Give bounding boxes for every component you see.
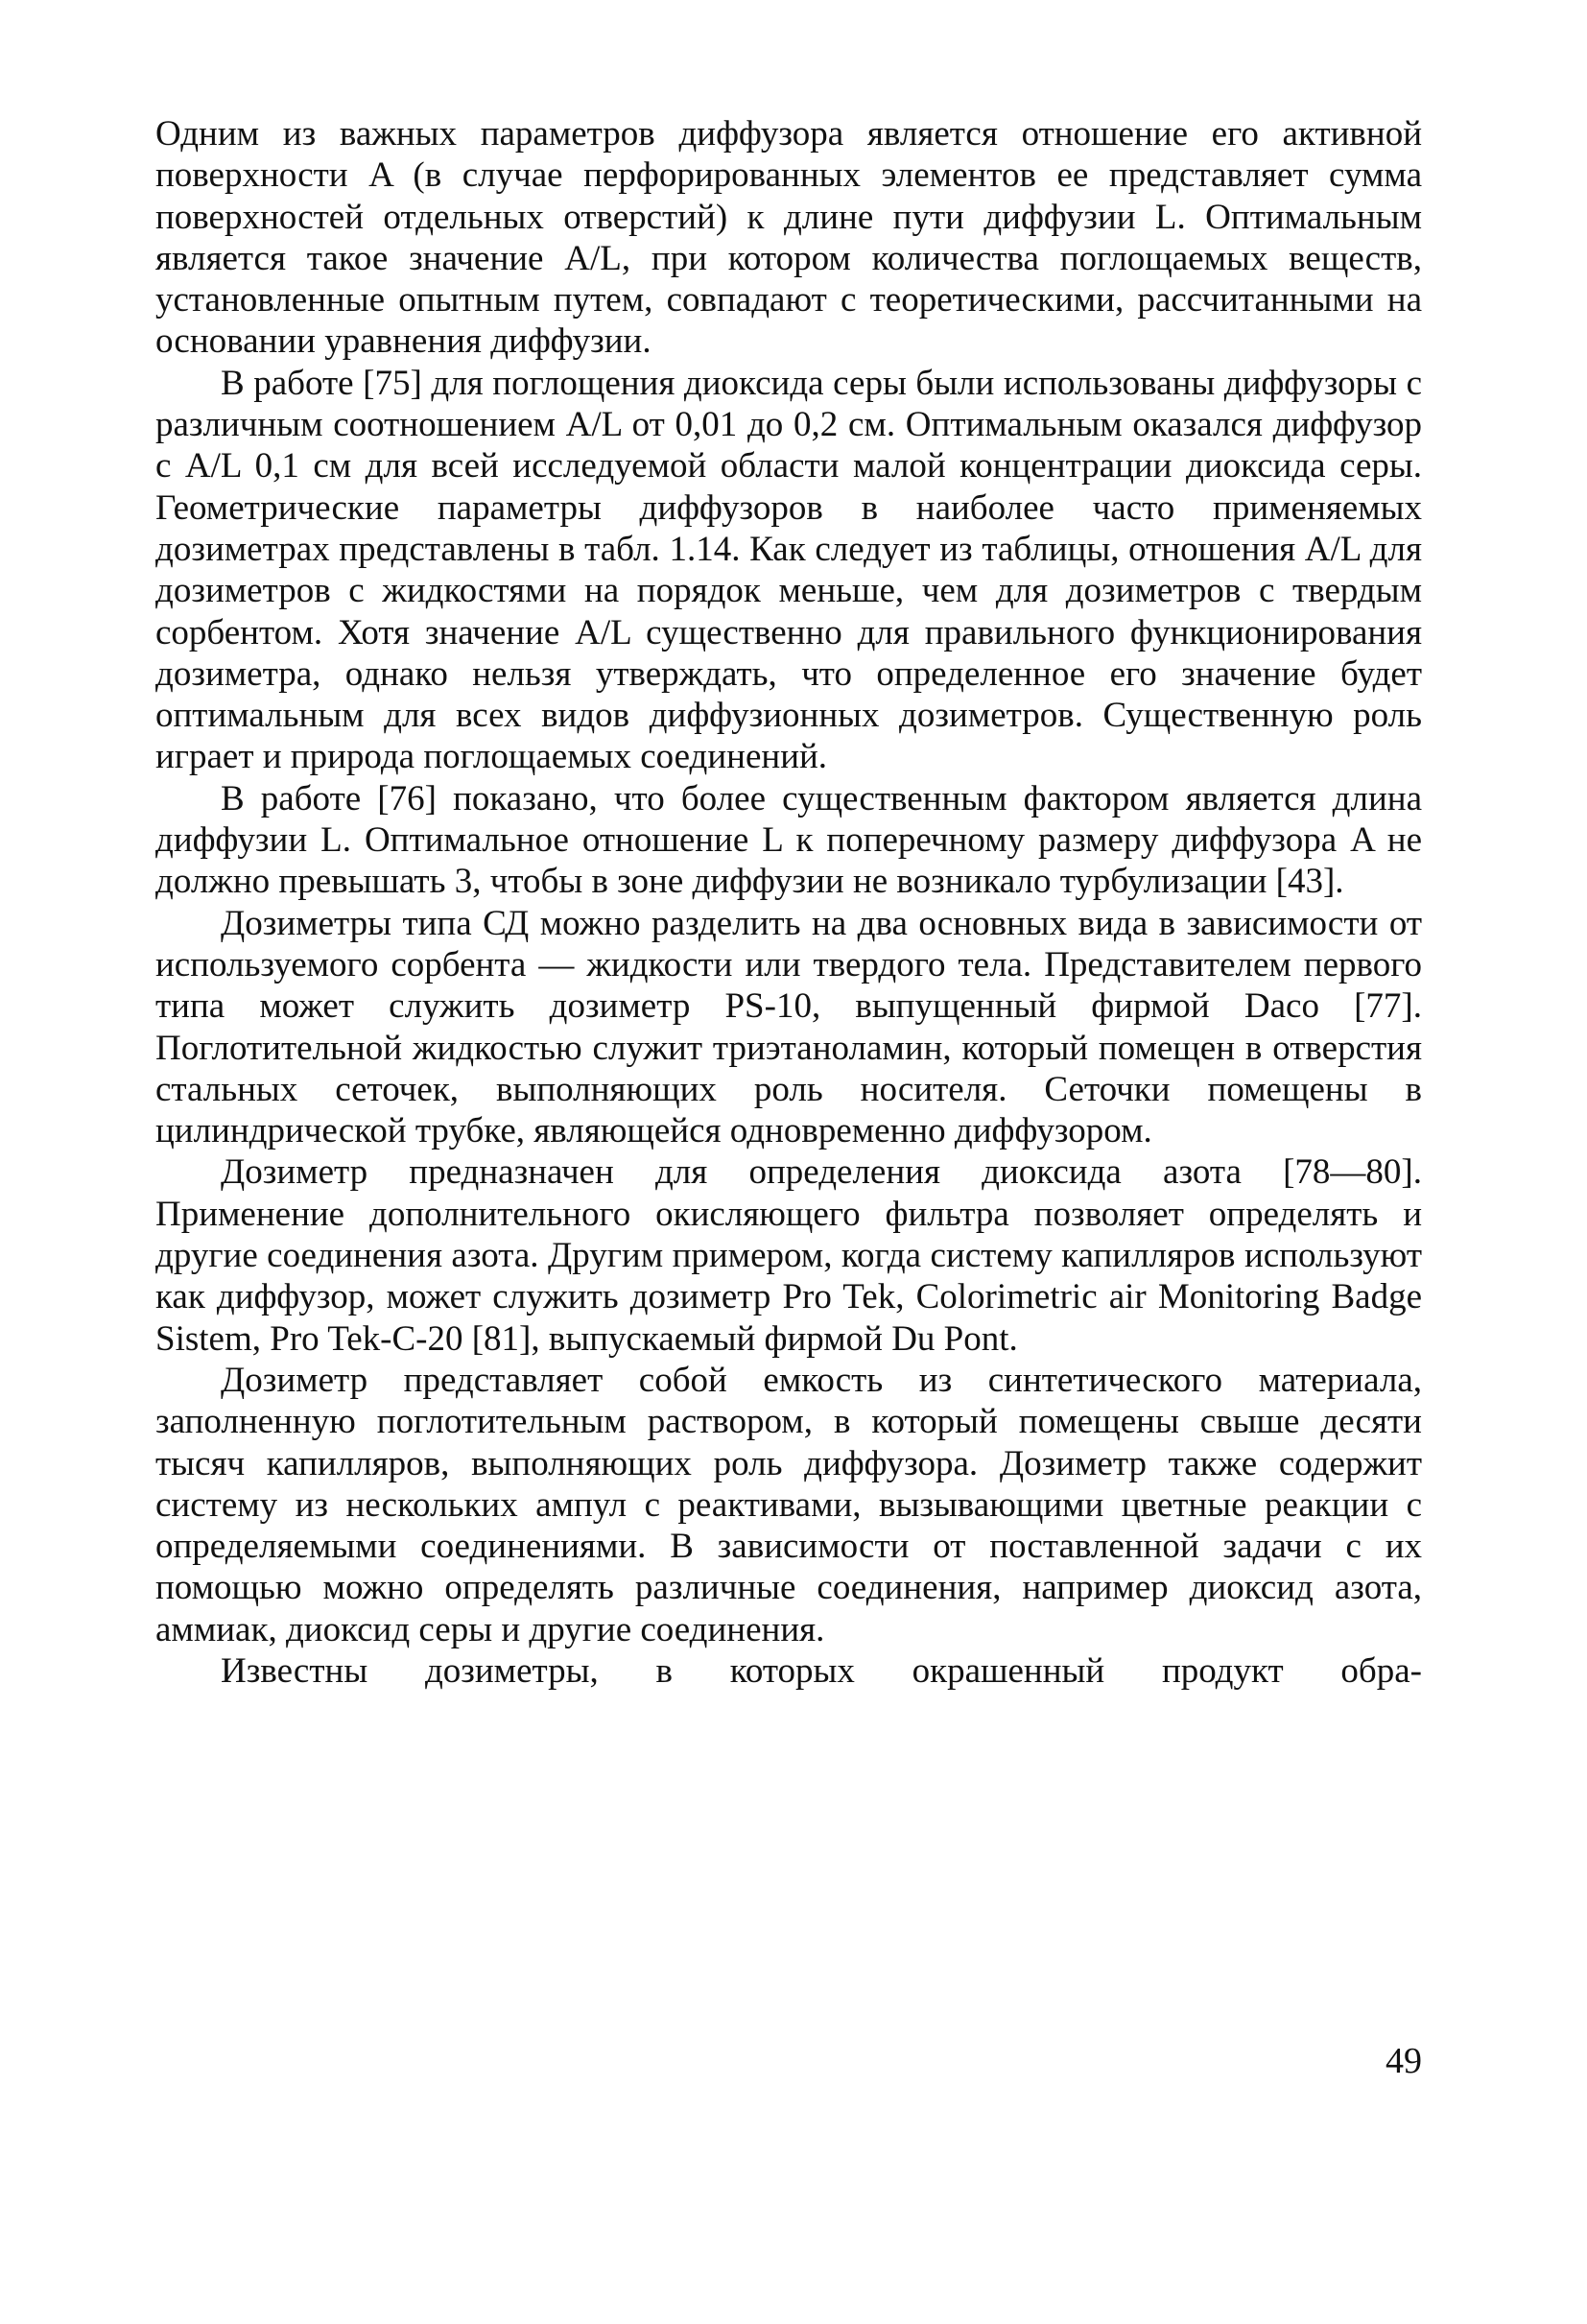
page-body bbox=[155, 113, 1422, 1692]
paragraph-5: Дозиметр предназначен для определения диоксида азота [78—80]. Применение дополнительного окисляющего фильтра позволяет определять и другие соединения азота. Другим примером, когда систему капилляров используют как диффузор, может служить дозиметр Pro Tek, Colorimetric air Monitoring Badge Sistem, Pro Tek-C-20 [81], выпускаемый фирмой Du Pont. bbox=[155, 1152, 1422, 1359]
page-number: 49 bbox=[1386, 2041, 1422, 2081]
paragraph-3: В работе [76] показано, что более существенным фактором является длина диффузии L. Оптимальное отношение L к поперечному размеру диффузора A не должно превышать 3, чтобы в зоне диффузии не возникало турбулизации [43]. bbox=[155, 778, 1422, 902]
paragraph-1: Одним из важных параметров диффузора является отношение его активной поверхности A (в случае перфорированных элементов ее представляет сумма поверхностей отдельных отверстий) к длине пути диффузии L. Оптимальным является такое значение A/L, при котором количества поглощаемых веществ, установленные опытным путем, совпадают с теоретическими, рассчитанными на основании уравнения диффузии. bbox=[155, 114, 1422, 362]
paragraph-7: Известны дозиметры, в которых окрашенный продукт обра- bbox=[221, 1650, 1422, 1691]
paragraph-2: В работе [75] для поглощения диоксида серы были использованы диффузоры с различным соотношением A/L от 0,01 до 0,2 см. Оптимальным оказался диффузор с A/L 0,1 см для всей исследуемой области малой концентрации диоксида серы. Геометрические параметры диффузоров в наиболее часто применяемых дозиметрах представлены в табл. 1.14. Как следует из таблицы, отношения A/L для дозиметров с жидкостями на порядок меньше, чем для дозиметров с твердым сорбентом. Хотя значение A/L существенно для правильного функционирования дозиметра, однако нельзя утверждать, что определенное его значение будет оптимальным для всех видов диффузионных дозиметров. Существенную роль играет и природа поглощаемых соединений. bbox=[155, 363, 1422, 777]
paragraph-4: Дозиметры типа СД можно разделить на два основных вида в зависимости от используемого сорбента — жидкости или твердого тела. Представителем первого типа может служить дозиметр PS-10, выпущенный фирмой Daco [77]. Поглотительной жидкостью служит триэтаноламин, который помещен в отверстия стальных сеточек, выполняющих роль носителя. Сеточки помещены в цилиндрической трубке, являющейся одновременно диффузором. bbox=[155, 903, 1422, 1151]
paragraph-6: Дозиметр представляет собой емкость из синтетического материала, заполненную поглотительным раствором, в который помещены свыше десяти тысяч капилляров, выполняющих роль диффузора. Дозиметр также содержит систему из нескольких ампул с реактивами, вызывающими цветные реакции с определяемыми соединениями. В зависимости от поставленной задачи с их помощью можно определять различные соединения, например диоксид азота, аммиак, диоксид серы и другие соединения. bbox=[155, 1360, 1422, 1649]
